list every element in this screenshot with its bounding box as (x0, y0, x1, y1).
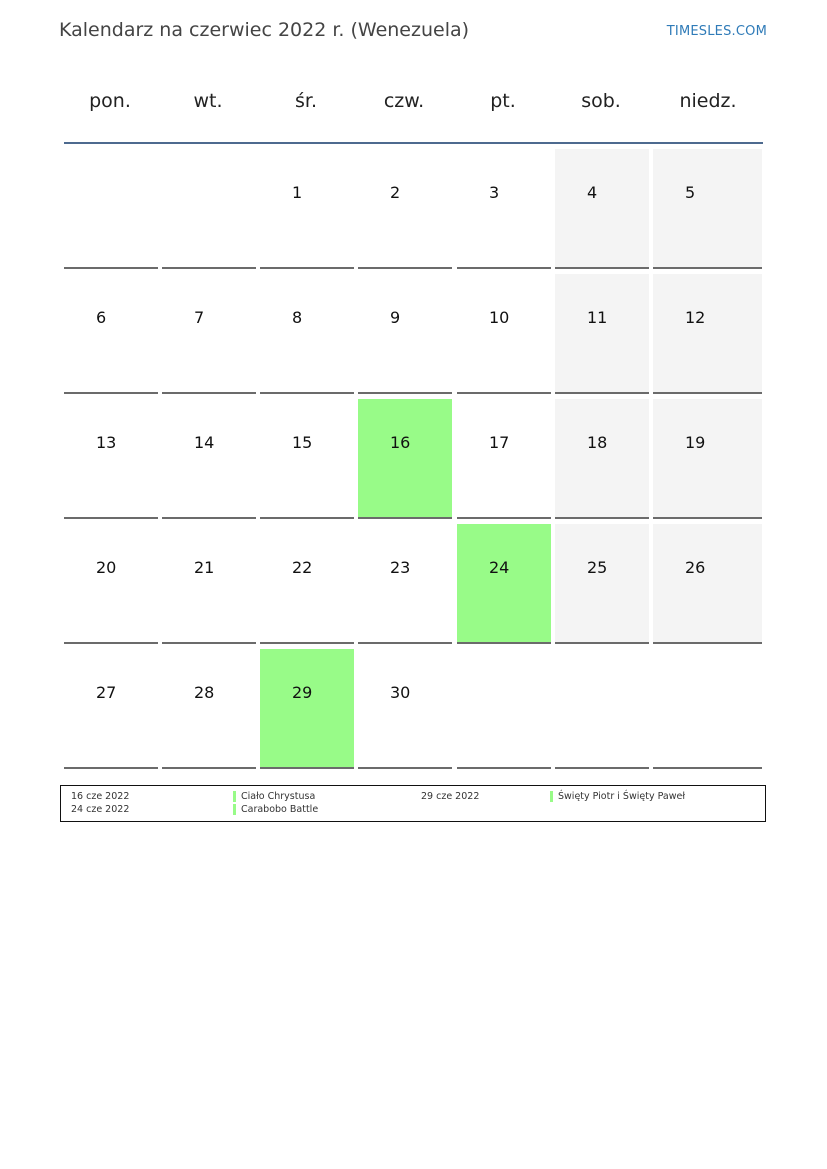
legend-color-swatch (233, 804, 236, 815)
page-title: Kalendarz na czerwiec 2022 r. (Wenezuela) (59, 19, 470, 41)
day-cell-7[interactable] (162, 274, 256, 394)
day-number: 15 (292, 433, 313, 452)
legend-holiday-name: Święty Piotr i Święty Paweł (558, 791, 686, 802)
weekday-tue: wt. (193, 90, 223, 112)
day-cell-28[interactable] (162, 649, 256, 769)
legend-date: 29 cze 2022 (421, 791, 480, 802)
day-number: 12 (685, 308, 706, 327)
day-cell-15[interactable] (260, 399, 354, 519)
day-number: 20 (96, 558, 117, 577)
weekday-fri: pt. (490, 90, 516, 112)
day-cell-20[interactable] (64, 524, 158, 644)
empty-day-cell (162, 149, 256, 269)
day-cell-29[interactable] (260, 649, 354, 769)
day-cell-2[interactable] (358, 149, 452, 269)
weekday-header-row (61, 90, 767, 120)
day-number: 18 (587, 433, 608, 452)
weekday-thu: czw. (383, 90, 425, 112)
day-number: 9 (390, 308, 401, 327)
day-number: 7 (194, 308, 205, 327)
day-number: 19 (685, 433, 706, 452)
empty-day-cell (64, 149, 158, 269)
day-cell-11[interactable] (555, 274, 649, 394)
legend-color-swatch (550, 791, 553, 802)
day-cell-19[interactable] (653, 399, 762, 519)
day-cell-27[interactable] (64, 649, 158, 769)
day-cell-5[interactable] (653, 149, 762, 269)
weekday-mon: pon. (89, 90, 131, 112)
day-number: 10 (489, 308, 510, 327)
day-cell-24[interactable] (457, 524, 551, 644)
brand-link[interactable]: TIMESLES.COM (666, 24, 767, 39)
day-cell-18[interactable] (555, 399, 649, 519)
empty-day-cell (653, 649, 762, 769)
day-number: 4 (587, 183, 598, 202)
day-number: 26 (685, 558, 706, 577)
day-cell-9[interactable] (358, 274, 452, 394)
day-number: 24 (489, 558, 510, 577)
day-cell-22[interactable] (260, 524, 354, 644)
day-number: 16 (390, 433, 411, 452)
day-number: 29 (292, 683, 313, 702)
day-cell-30[interactable] (358, 649, 452, 769)
day-number: 23 (390, 558, 411, 577)
empty-day-cell (457, 649, 551, 769)
day-number: 3 (489, 183, 500, 202)
day-cell-16[interactable] (358, 399, 452, 519)
day-number: 13 (96, 433, 117, 452)
day-number: 8 (292, 308, 303, 327)
day-number: 5 (685, 183, 696, 202)
weekday-sat: sob. (581, 90, 621, 112)
day-number: 27 (96, 683, 117, 702)
day-cell-8[interactable] (260, 274, 354, 394)
day-number: 2 (390, 183, 401, 202)
day-number: 11 (587, 308, 608, 327)
legend-holiday-name: Ciało Chrystusa (241, 791, 316, 802)
day-cell-23[interactable] (358, 524, 452, 644)
day-cell-13[interactable] (64, 399, 158, 519)
holiday-legend (60, 785, 766, 822)
day-number: 22 (292, 558, 313, 577)
day-number: 25 (587, 558, 608, 577)
day-cell-25[interactable] (555, 524, 649, 644)
day-cell-14[interactable] (162, 399, 256, 519)
legend-date: 24 cze 2022 (71, 804, 130, 815)
day-cell-21[interactable] (162, 524, 256, 644)
day-cell-12[interactable] (653, 274, 762, 394)
day-cell-17[interactable] (457, 399, 551, 519)
legend-date: 16 cze 2022 (71, 791, 130, 802)
day-number: 17 (489, 433, 510, 452)
legend-color-swatch (233, 791, 236, 802)
day-number: 30 (390, 683, 411, 702)
day-cell-4[interactable] (555, 149, 649, 269)
day-cell-26[interactable] (653, 524, 762, 644)
weekday-wed: śr. (294, 90, 317, 112)
weekday-sun: niedz. (679, 90, 737, 112)
empty-day-cell (555, 649, 649, 769)
day-number: 28 (194, 683, 215, 702)
header-divider (64, 142, 763, 144)
day-number: 14 (194, 433, 215, 452)
day-number: 1 (292, 183, 303, 202)
day-cell-6[interactable] (64, 274, 158, 394)
day-number: 6 (96, 308, 107, 327)
day-cell-10[interactable] (457, 274, 551, 394)
day-cell-1[interactable] (260, 149, 354, 269)
day-cell-3[interactable] (457, 149, 551, 269)
day-number: 21 (194, 558, 215, 577)
legend-holiday-name: Carabobo Battle (241, 804, 319, 815)
